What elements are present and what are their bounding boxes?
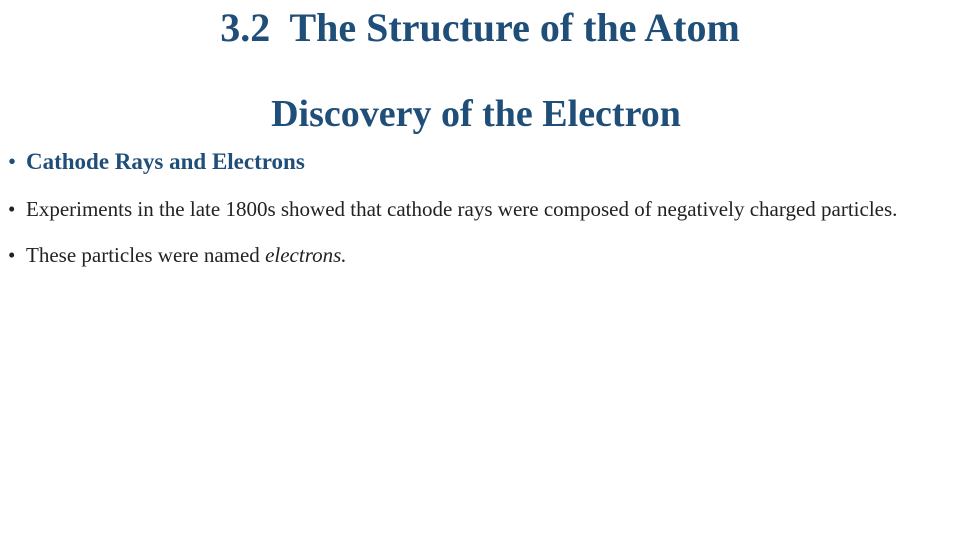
bullet-dot: • — [8, 243, 16, 267]
bullet-item — [8, 194, 938, 224]
slide-subtitle: Discovery of the Electron — [271, 93, 681, 135]
bullet-item — [8, 240, 938, 270]
bullet-text-emphasis: electrons. — [265, 243, 347, 267]
heading-bullet — [8, 146, 908, 178]
bullet-list — [8, 194, 938, 286]
bullet-text: These particles were named — [26, 243, 266, 267]
bullet-dot: • — [8, 149, 17, 174]
bullet-dot: • — [8, 197, 16, 221]
bullet-text: Experiments in the late 1800s showed that cathode rays were composed of negatively charged particles. — [26, 197, 898, 221]
heading-bullet-text: Cathode Rays and Electrons — [26, 149, 305, 174]
slide-title: 3.2 The Structure of the Atom — [220, 5, 740, 50]
